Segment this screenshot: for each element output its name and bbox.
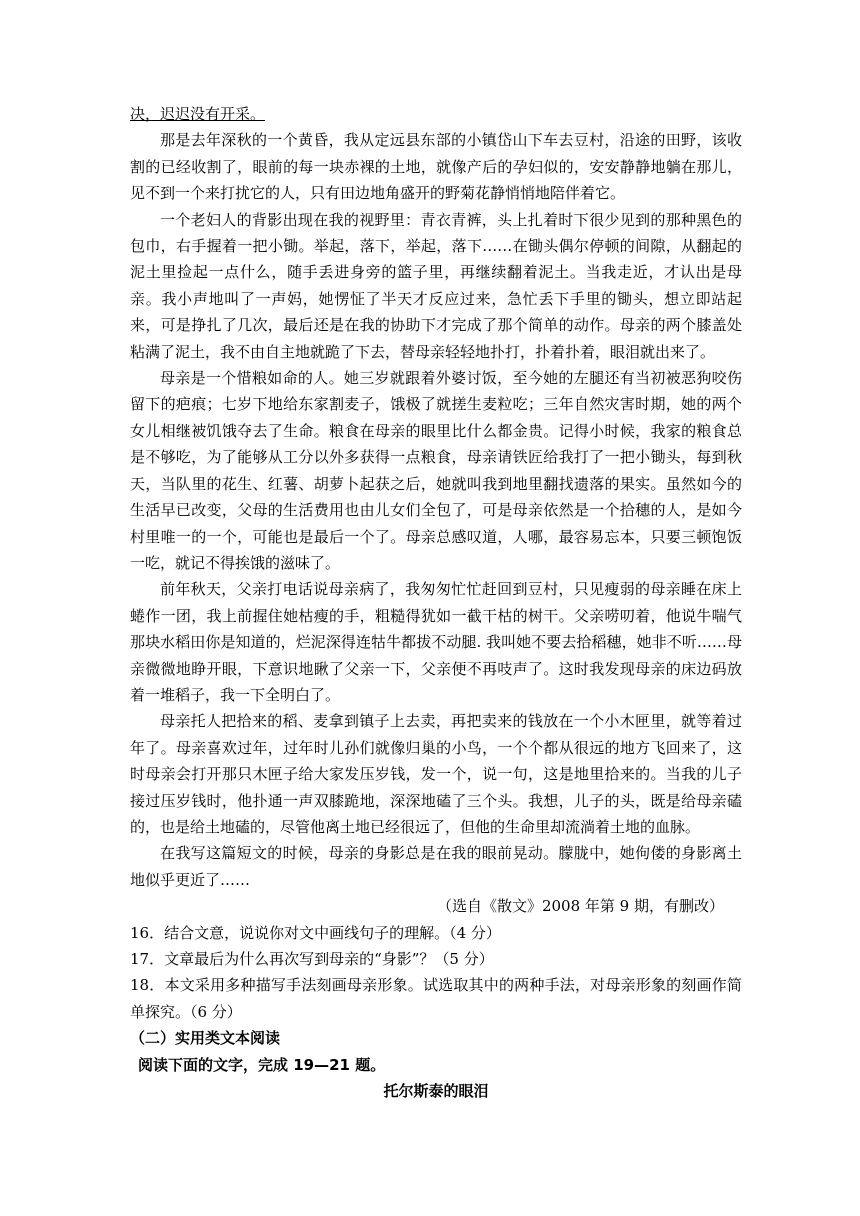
question-17: 17．文章最后为什么再次写到母亲的“身影”？（5 分） <box>130 950 494 968</box>
source-citation: （选自《散文》2008 年第 9 期，有删改） <box>436 897 724 916</box>
paragraph-2: 一个老妇人的背影出现在我的视野里：青衣青裤，头上扎着时下很少见到的那种黑色的包巾，右手握着一把小锄。举起，落下，举起，落下……在锄头偶尔停顿的间隙，从翻起的泥土里捡起一点什么，随手丢进身旁的篮子里，再继续翻着泥土。当我走近，才认出是母亲。我小声地叫了一声妈，她愣怔了半天才反应过来，急忙丢下手里的锄头，想立即站起来，可是挣扎了几次，最后还是在我的协助下才完成了那个简单的动作。母亲的两个膝盖处粘满了泥土，我不由自主地就跪了下去，替母亲轻轻地扑打，扑着扑着，眼泪就出来了。 <box>130 210 742 361</box>
continued-line <box>130 101 742 127</box>
paragraph-4: 前年秋天，父亲打电话说母亲病了，我匆匆忙忙赶回到豆村，只见瘦弱的母亲睡在床上蜷作一团，我上前握住她枯瘦的手，粗糙得犹如一截干枯的树干。父亲唠叨着，他说牛喘气那块水稻田你是知道的，烂泥深得连牯牛都拔不动腿. 我叫她不要去拾稻穗，她非不听……母亲微微地睁开眼，下意识地瞅了父亲一下，父亲便不再吱声了。这时我发现母亲的床边码放着一堆稻子，我一下全明白了。 <box>130 580 742 704</box>
paragraph-3: 母亲是一个惜粮如命的人。她三岁就跟着外婆讨饭，至今她的左腿还有当初被恶狗咬伤留下的疤痕；七岁下地给东家割麦子，饿极了就搓生麦粒吃；三年自然灾害时期，她的两个女儿相继被饥饿夺去了生命。粮食在母亲的眼里比什么都金贵。记得小时候，我家的粮食总是不够吃，为了能够从工分以外多获得一点粮食，母亲请铁匠给我打了一把小锄头，每到秋天，当队里的花生、红薯、胡萝卜起获之后，她就叫我到地里翻找遗落的果实。虽然如今的生活早已改变，父母的生活费用也由儿女们全包了，可是母亲依然是一个拾穗的人，是如今村里唯一的一个，可能也是最后一个了。母亲总感叹道，人哪，最容易忘本，只要三顿饱饭一吃，就记不得挨饿的滋味了。 <box>130 369 742 572</box>
paragraph-5: 母亲托人把拾来的稻、麦拿到镇子上去卖，再把卖来的钱放在一个小木匣里，就等着过年了。母亲喜欢过年，过年时儿孙们就像归巢的小鸟，一个个都从很远的地方飞回来了，这时母亲会打开那只木匣子给大家发压岁钱，发一个，说一句，这是地里拾来的。当我的儿子接过压岁钱时，他扑通一声双膝跪地，深深地磕了三个头。我想，儿子的头，既是给母亲磕的，也是给土地磕的，尽管他离土地已经很远了，但他的生命里却流淌着土地的血脉。 <box>130 712 742 836</box>
paragraph-6: 在我写这篇短文的时候，母亲的身影总是在我的眼前晃动。朦胧中，她佝偻的身影离土地似乎更近了…… <box>130 844 742 889</box>
paragraph-1: 那是去年深秋的一个黄昏，我从定远县东部的小镇岱山下车去豆村，沿途的田野，该收割的已经收割了，眼前的每一块赤裸的土地，就像产后的孕妇似的，安安静静地躺在那儿，见不到一个来打扰它的人，只有田边地角盛开的野菊花静悄悄地陪伴着它。 <box>130 131 742 203</box>
question-18: 18．本文采用多种描写手法刻画母亲形象。试选取其中的两种手法，对母亲形象的刻画作简单探究。（6 分） <box>130 976 742 1021</box>
question-16: 16．结合文意，说说你对文中画线句子的理解。（4 分） <box>130 923 501 942</box>
underlined-sentence-end: 决，迟迟没有开采。 <box>130 105 266 123</box>
document-page <box>130 101 742 1104</box>
reading-instruction: 阅读下面的文字，完成 19—21 题。 <box>138 1055 386 1074</box>
section-heading: （二）实用类文本阅读 <box>130 1029 281 1048</box>
article-title: 托尔斯泰的眼泪 <box>383 1082 489 1101</box>
